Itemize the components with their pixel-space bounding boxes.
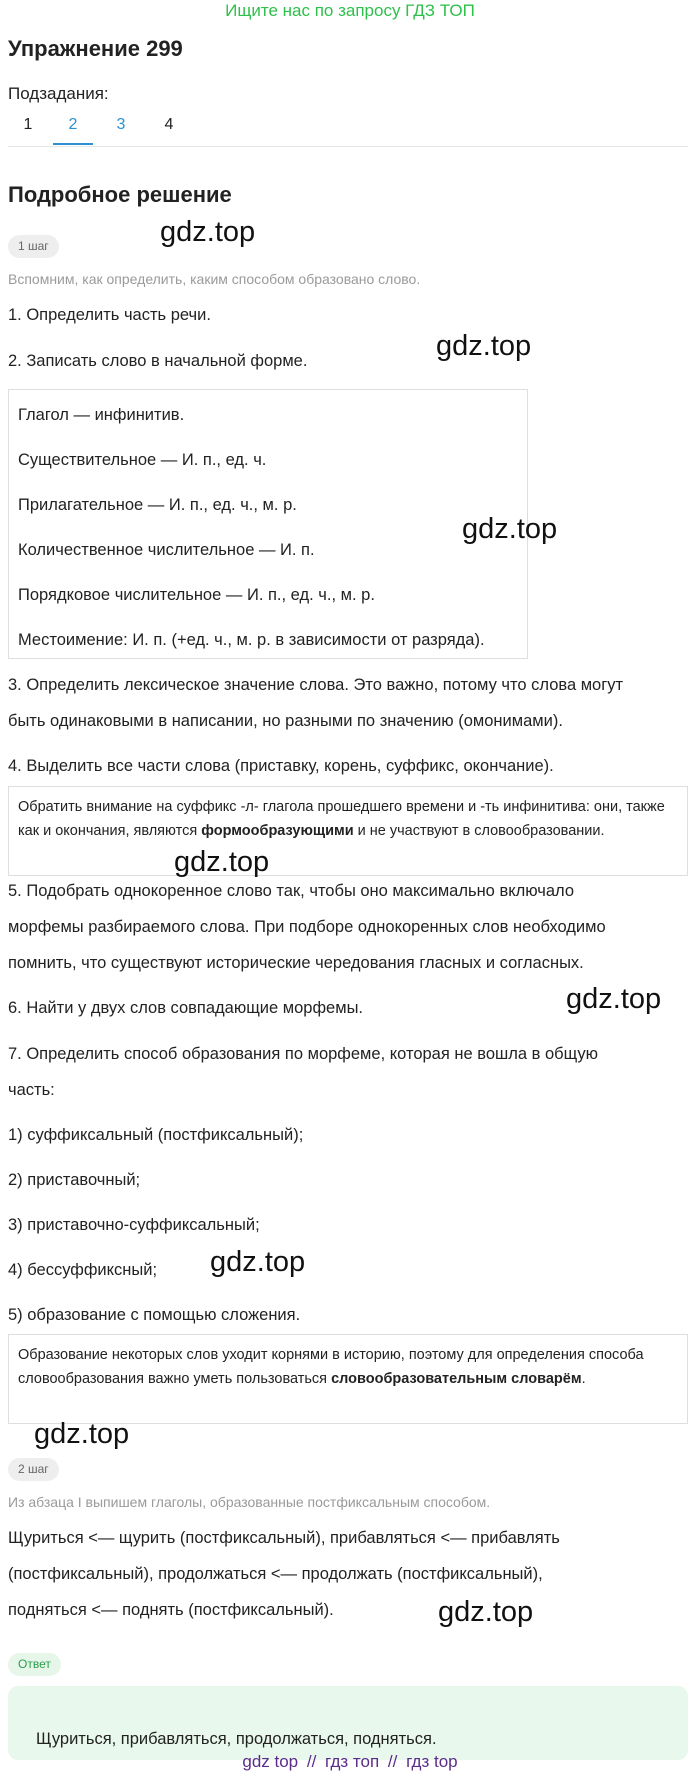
method-item: 5) образование с помощью сложения.: [8, 1306, 301, 1324]
note-text: [18, 796, 678, 843]
initial-form-row: Прилагательное — И. п., ед. ч., м. р.: [18, 496, 297, 514]
step-line: 2. Записать слово в начальной форме.: [8, 352, 308, 370]
watermark: gdz.top: [462, 513, 558, 545]
initial-form-row: Местоимение: И. п. (+ед. ч., м. р. в зависимости от разряда).: [18, 631, 485, 649]
note-box-formative: [8, 786, 688, 876]
initial-form-row: Существительное — И. п., ед. ч.: [18, 451, 267, 469]
subtasks-label: Подзадания:: [8, 84, 109, 103]
initial-form-box: [8, 389, 528, 659]
footer-link-gdz-top[interactable]: gdz top: [242, 1752, 299, 1771]
step-line: 4. Выделить все части слова (приставку, корень, суффикс, окончание).: [8, 757, 554, 775]
answer-box: [8, 1686, 688, 1760]
step-line: часть:: [8, 1081, 55, 1099]
tab-subtask-1[interactable]: 1: [23, 116, 33, 133]
method-item: 3) приставочно-суффиксальный;: [8, 1216, 260, 1234]
note-text-part: .: [581, 1370, 586, 1387]
initial-form-row: Глагол — инфинитив.: [18, 406, 185, 424]
step-line: быть одинаковыми в написании, но разными по значению (омонимами).: [8, 712, 563, 730]
step-line: морфемы разбираемого слова. При подборе однокоренных слов необходимо: [8, 918, 606, 936]
note-text: [18, 1344, 678, 1391]
step-line: 5. Подобрать однокоренное слово так, чтобы оно максимально включало: [8, 882, 575, 900]
note-text-part: Образование некоторых слов уходит корнями в историю, поэтому для определения способа словообразования важно уметь пользоваться: [18, 1347, 644, 1387]
step-line: 7. Определить способ образования по морфеме, которая не вошла в общую: [8, 1045, 598, 1063]
step-line: помнить, что существуют исторические чередования гласных и согласных.: [8, 954, 584, 972]
page-title: Упражнение 299: [8, 36, 183, 61]
method-item: 2) приставочный;: [8, 1171, 141, 1189]
note-text-part: и не участвуют в словообразовании.: [353, 822, 605, 839]
note-bold-term: формообразующими: [201, 822, 354, 839]
watermark: gdz.top: [160, 216, 256, 248]
step-line: 1. Определить часть речи.: [8, 306, 211, 324]
step-2-badge: 2 шаг: [8, 1458, 59, 1481]
watermark: gdz.top: [566, 983, 662, 1015]
step-line: Щуриться <— щурить (постфиксальный), прибавляться <— прибавлять: [8, 1529, 560, 1547]
method-item: 1) суффиксальный (постфиксальный);: [8, 1126, 304, 1144]
footer-separator: //: [387, 1752, 398, 1771]
step-line: 6. Найти у двух слов совпадающие морфемы.: [8, 999, 364, 1017]
step-1-hint: Вспомним, как определить, каким способом образовано слово.: [8, 271, 421, 287]
tab-subtask-3[interactable]: 3: [116, 116, 126, 133]
answer-text: Щуриться, прибавляться, продолжаться, подняться.: [36, 1730, 437, 1748]
section-title: Подробное решение: [8, 182, 232, 207]
step-line: (постфиксальный), продолжаться <— продолжать (постфиксальный),: [8, 1565, 543, 1583]
step-line: подняться <— поднять (постфиксальный).: [8, 1601, 334, 1619]
step-2-hint: Из абзаца I выпишем глаголы, образованные постфиксальным способом.: [8, 1494, 491, 1510]
method-item: 4) бессуффиксный;: [8, 1261, 158, 1279]
step-1-badge: 1 шаг: [8, 235, 59, 258]
watermark: gdz.top: [34, 1418, 130, 1450]
answer-badge: Ответ: [8, 1653, 61, 1676]
tab-subtask-2[interactable]: 2: [53, 112, 93, 145]
tab-subtask-4[interactable]: 4: [164, 116, 174, 133]
search-banner: Ищите нас по запросу ГДЗ ТОП: [225, 1, 475, 20]
watermark: gdz.top: [210, 1246, 306, 1278]
footer-link-gdz-top-mixed[interactable]: гдз top: [406, 1752, 458, 1771]
note-bold-term: словообразовательным словарём: [331, 1370, 582, 1387]
initial-form-row: Порядковое числительное — И. п., ед. ч., м. р.: [18, 586, 375, 604]
watermark: gdz.top: [436, 330, 532, 362]
footer-separator: //: [306, 1752, 317, 1771]
initial-form-row: Количественное числительное — И. п.: [18, 541, 315, 559]
step-line: 3. Определить лексическое значение слова. Это важно, потому что слова могут: [8, 676, 624, 694]
note-box-dictionary: [8, 1334, 688, 1424]
watermark: gdz.top: [438, 1596, 534, 1628]
footer-link-gdz-top-ru[interactable]: гдз топ: [325, 1752, 380, 1771]
subtask-tabs: [8, 112, 688, 147]
footer-links: [0, 1752, 700, 1772]
note-text-part: Обратить внимание на суффикс -л- глагола прошедшего времени и -ть инфинитива: они, также как и окончания, являются: [18, 799, 665, 839]
watermark: gdz.top: [174, 846, 270, 878]
